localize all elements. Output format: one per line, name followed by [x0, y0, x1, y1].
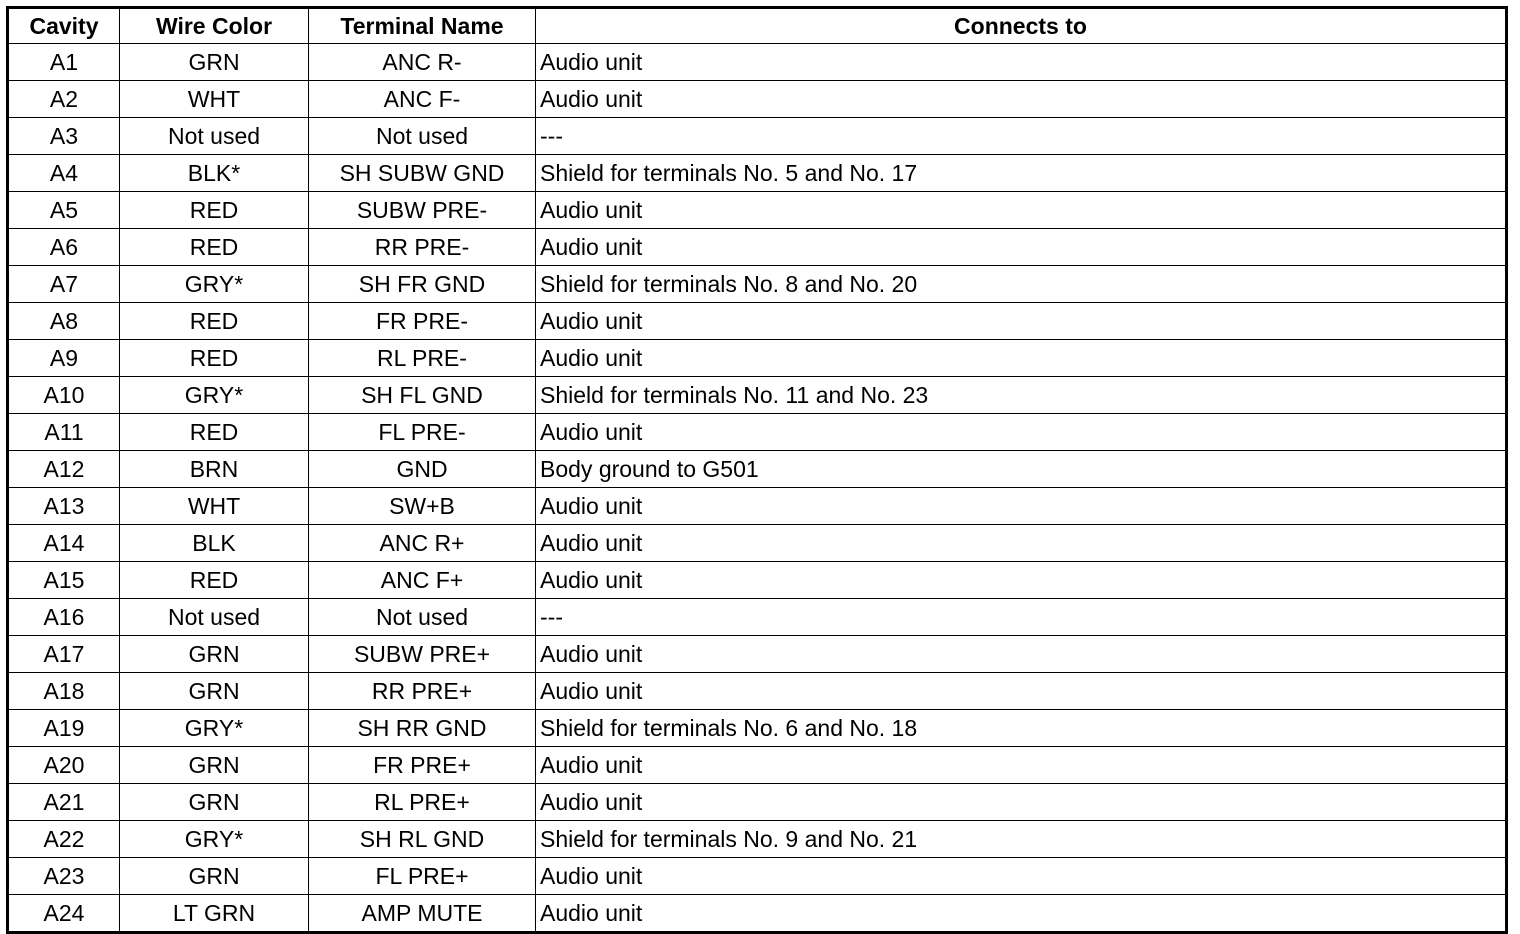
cell-connects-to: Audio unit	[536, 525, 1507, 562]
cell-cavity: A4	[8, 155, 120, 192]
cell-cavity: A13	[8, 488, 120, 525]
cell-wire-color: GRY*	[120, 821, 309, 858]
cell-cavity: A19	[8, 710, 120, 747]
table-row	[8, 266, 1507, 303]
cell-cavity: A15	[8, 562, 120, 599]
cell-wire-color: Not used	[120, 118, 309, 155]
cell-connects-to: Audio unit	[536, 44, 1507, 81]
cell-terminal-name: FL PRE-	[309, 414, 536, 451]
cell-wire-color: RED	[120, 303, 309, 340]
cell-wire-color: RED	[120, 229, 309, 266]
table-row	[8, 747, 1507, 784]
cell-cavity: A18	[8, 673, 120, 710]
cell-connects-to: Audio unit	[536, 673, 1507, 710]
cell-wire-color: RED	[120, 414, 309, 451]
table-row	[8, 192, 1507, 229]
cell-terminal-name: GND	[309, 451, 536, 488]
table-row	[8, 895, 1507, 933]
table-row	[8, 155, 1507, 192]
cell-cavity: A5	[8, 192, 120, 229]
table-row	[8, 44, 1507, 81]
cell-cavity: A21	[8, 784, 120, 821]
table-row	[8, 599, 1507, 636]
column-header-terminal-name: Terminal Name	[309, 8, 536, 44]
cell-cavity: A14	[8, 525, 120, 562]
cell-connects-to: Audio unit	[536, 747, 1507, 784]
cell-connects-to: Audio unit	[536, 895, 1507, 933]
cell-terminal-name: ANC R-	[309, 44, 536, 81]
cell-cavity: A6	[8, 229, 120, 266]
cell-connects-to: Audio unit	[536, 229, 1507, 266]
cell-terminal-name: SH SUBW GND	[309, 155, 536, 192]
cell-connects-to: Audio unit	[536, 784, 1507, 821]
cell-terminal-name: Not used	[309, 599, 536, 636]
cell-wire-color: RED	[120, 562, 309, 599]
table-row	[8, 229, 1507, 266]
cell-cavity: A3	[8, 118, 120, 155]
cell-wire-color: RED	[120, 340, 309, 377]
table-row	[8, 414, 1507, 451]
table-row	[8, 710, 1507, 747]
cell-terminal-name: SH RL GND	[309, 821, 536, 858]
table-row	[8, 488, 1507, 525]
cell-wire-color: BLK	[120, 525, 309, 562]
cell-terminal-name: ANC R+	[309, 525, 536, 562]
table-row	[8, 821, 1507, 858]
cell-terminal-name: AMP MUTE	[309, 895, 536, 933]
cell-wire-color: GRY*	[120, 710, 309, 747]
cell-terminal-name: SUBW PRE+	[309, 636, 536, 673]
table-row	[8, 451, 1507, 488]
cell-cavity: A16	[8, 599, 120, 636]
cell-cavity: A1	[8, 44, 120, 81]
cell-terminal-name: ANC F+	[309, 562, 536, 599]
cell-cavity: A23	[8, 858, 120, 895]
cell-terminal-name: SUBW PRE-	[309, 192, 536, 229]
table-row	[8, 562, 1507, 599]
cell-connects-to: Audio unit	[536, 858, 1507, 895]
table-row	[8, 636, 1507, 673]
table-row	[8, 303, 1507, 340]
table-row	[8, 340, 1507, 377]
cell-wire-color: GRY*	[120, 266, 309, 303]
table-header-row	[8, 8, 1507, 44]
cell-cavity: A7	[8, 266, 120, 303]
cell-cavity: A8	[8, 303, 120, 340]
cell-cavity: A11	[8, 414, 120, 451]
cell-cavity: A2	[8, 81, 120, 118]
cell-connects-to: Audio unit	[536, 303, 1507, 340]
cell-connects-to: Audio unit	[536, 340, 1507, 377]
cell-cavity: A12	[8, 451, 120, 488]
cell-connects-to: Body ground to G501	[536, 451, 1507, 488]
connector-pinout-table	[6, 6, 1508, 934]
cell-wire-color: GRN	[120, 858, 309, 895]
cell-terminal-name: RL PRE+	[309, 784, 536, 821]
cell-terminal-name: SW+B	[309, 488, 536, 525]
cell-connects-to: ---	[536, 118, 1507, 155]
cell-connects-to: Shield for terminals No. 5 and No. 17	[536, 155, 1507, 192]
cell-wire-color: GRN	[120, 784, 309, 821]
table-body	[8, 44, 1507, 933]
cell-terminal-name: ANC F-	[309, 81, 536, 118]
table-row	[8, 377, 1507, 414]
table-row	[8, 118, 1507, 155]
table-row	[8, 81, 1507, 118]
cell-connects-to: ---	[536, 599, 1507, 636]
table-row	[8, 784, 1507, 821]
cell-connects-to: Shield for terminals No. 9 and No. 21	[536, 821, 1507, 858]
cell-connects-to: Audio unit	[536, 81, 1507, 118]
cell-connects-to: Audio unit	[536, 562, 1507, 599]
cell-terminal-name: RL PRE-	[309, 340, 536, 377]
cell-wire-color: GRN	[120, 673, 309, 710]
column-header-connects-to: Connects to	[536, 8, 1507, 44]
cell-terminal-name: RR PRE-	[309, 229, 536, 266]
cell-wire-color: WHT	[120, 488, 309, 525]
cell-wire-color: GRY*	[120, 377, 309, 414]
cell-terminal-name: SH RR GND	[309, 710, 536, 747]
cell-cavity: A9	[8, 340, 120, 377]
cell-wire-color: BLK*	[120, 155, 309, 192]
table-row	[8, 858, 1507, 895]
cell-terminal-name: FL PRE+	[309, 858, 536, 895]
cell-terminal-name: Not used	[309, 118, 536, 155]
cell-cavity: A10	[8, 377, 120, 414]
cell-terminal-name: RR PRE+	[309, 673, 536, 710]
column-header-cavity: Cavity	[8, 8, 120, 44]
cell-cavity: A24	[8, 895, 120, 933]
cell-terminal-name: SH FR GND	[309, 266, 536, 303]
cell-connects-to: Shield for terminals No. 11 and No. 23	[536, 377, 1507, 414]
table-row	[8, 525, 1507, 562]
table-row	[8, 673, 1507, 710]
cell-wire-color: GRN	[120, 44, 309, 81]
cell-connects-to: Audio unit	[536, 488, 1507, 525]
cell-wire-color: RED	[120, 192, 309, 229]
cell-wire-color: GRN	[120, 636, 309, 673]
cell-connects-to: Audio unit	[536, 636, 1507, 673]
cell-wire-color: WHT	[120, 81, 309, 118]
column-header-wire-color: Wire Color	[120, 8, 309, 44]
cell-wire-color: Not used	[120, 599, 309, 636]
cell-wire-color: GRN	[120, 747, 309, 784]
cell-terminal-name: FR PRE-	[309, 303, 536, 340]
cell-wire-color: BRN	[120, 451, 309, 488]
cell-connects-to: Shield for terminals No. 6 and No. 18	[536, 710, 1507, 747]
connector-pinout-sheet	[6, 6, 1508, 926]
cell-terminal-name: SH FL GND	[309, 377, 536, 414]
cell-connects-to: Audio unit	[536, 414, 1507, 451]
cell-wire-color: LT GRN	[120, 895, 309, 933]
cell-cavity: A22	[8, 821, 120, 858]
cell-connects-to: Shield for terminals No. 8 and No. 20	[536, 266, 1507, 303]
cell-cavity: A17	[8, 636, 120, 673]
cell-connects-to: Audio unit	[536, 192, 1507, 229]
cell-terminal-name: FR PRE+	[309, 747, 536, 784]
cell-cavity: A20	[8, 747, 120, 784]
